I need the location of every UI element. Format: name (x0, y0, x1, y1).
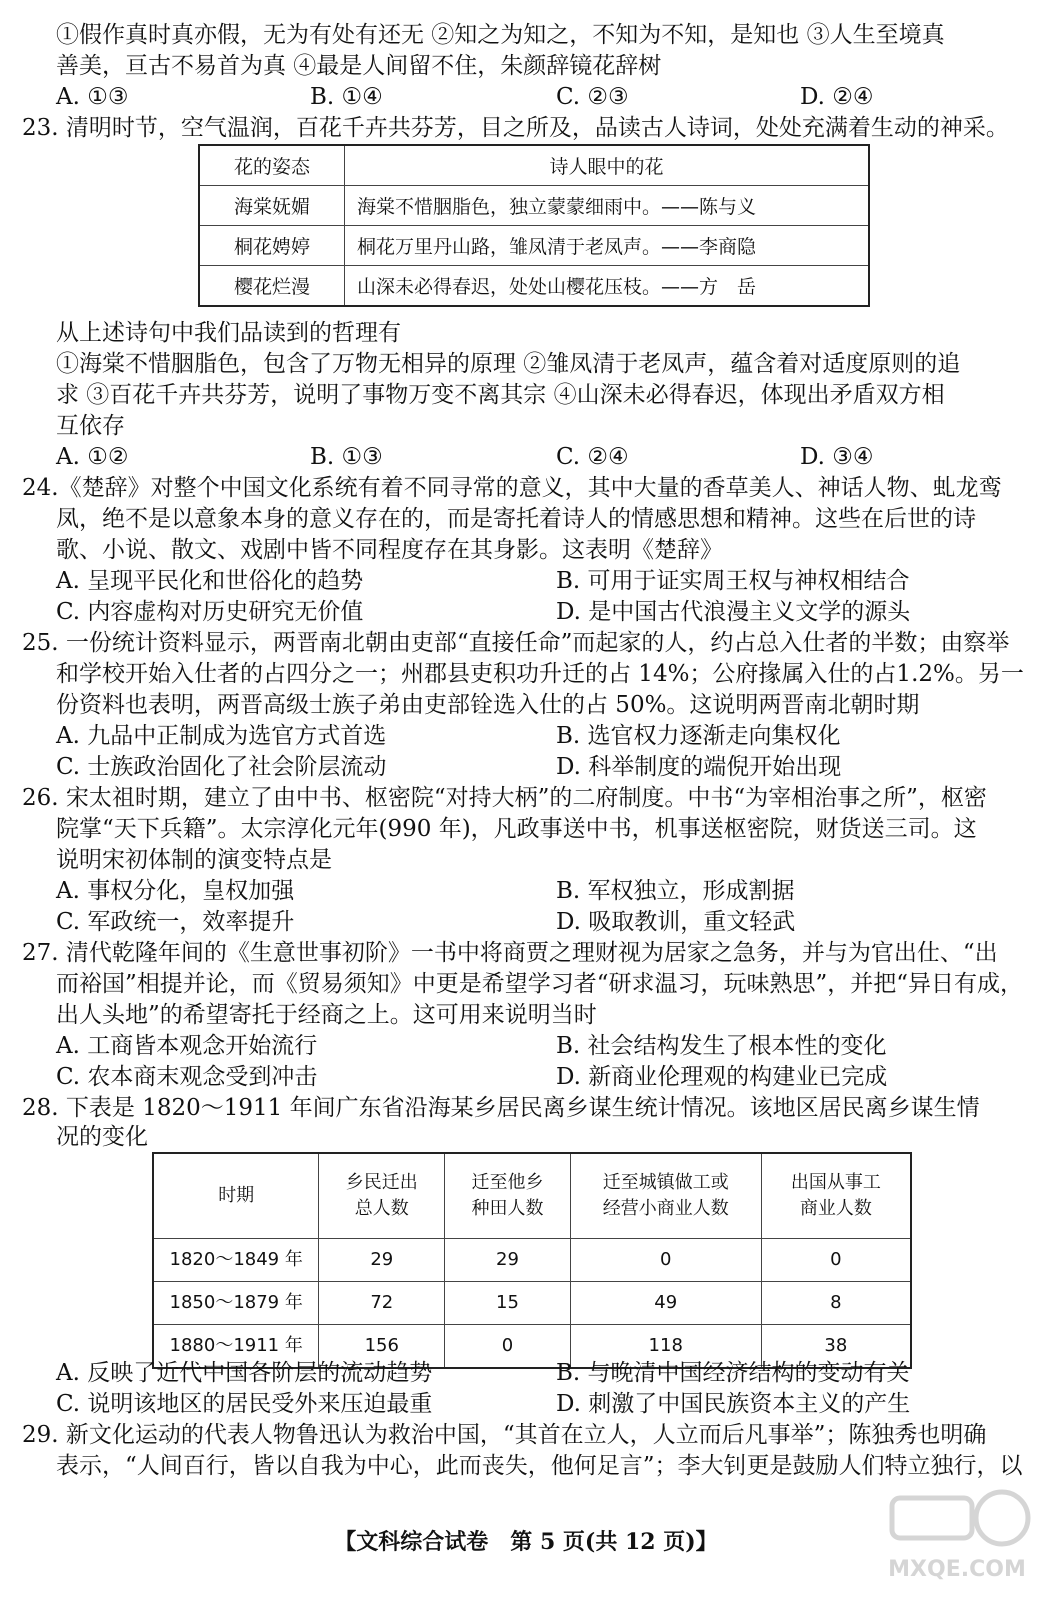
page-footer: 【文科综合试卷 第 5 页(共 12 页)】 (334, 1529, 718, 1555)
q26-option-c: C. 军政统一，效率提升 (56, 909, 295, 935)
q22-option-a: A. ①③ (56, 84, 129, 110)
q24-option-b: B. 可用于证实周王权与神权相结合 (556, 568, 910, 594)
table-header: 花的姿态 (199, 145, 345, 186)
q25-line-2: 和学校开始入仕者的占四分之一；州郡县吏积功升迁的占 14%；公府掾属入仕的占1.2%。另一 (56, 661, 1024, 687)
table-row (153, 1282, 911, 1325)
q22-line-1: ①假作真时真亦假，无为有处有还无 ②知之为知之，不知为不知，是知也 ③人生至境真 (56, 22, 945, 48)
watermark-logo-icon (882, 1480, 1032, 1590)
q23-option-c: C. ②④ (556, 444, 629, 470)
q28-option-d: D. 刺激了中国民族资本主义的产生 (556, 1391, 911, 1417)
q23-option-b: B. ①③ (310, 444, 383, 470)
q25-option-b: B. 选官权力逐渐走向集权化 (556, 723, 841, 749)
table-cell: 72 (319, 1282, 445, 1325)
header-text: 时期 (218, 1185, 255, 1206)
q23-line-4: 互依存 (56, 413, 125, 439)
q23-option-d: D. ③④ (800, 444, 874, 470)
table-row (199, 186, 869, 226)
table-header-row (153, 1153, 911, 1239)
table-header (570, 1153, 761, 1239)
table-cell: 山深未必得春迟，处处山樱花压枝。——方 岳 (345, 266, 870, 307)
q28-option-a: A. 反映了近代中国各阶层的流动趋势 (56, 1360, 433, 1386)
q23-line-1: 从上述诗句中我们品读到的哲理有 (56, 320, 401, 346)
table-cell: 15 (445, 1282, 571, 1325)
q27-line-1: 27. 清代乾隆年间的《生意世事初阶》一书中将商贾之理财视为居家之急务，并与为官出仕、“出 (22, 940, 998, 966)
table-cell: 156 (319, 1325, 445, 1369)
table-cell: 0 (761, 1239, 911, 1282)
header-text: 总人数 (354, 1198, 409, 1219)
table-cell: 0 (570, 1239, 761, 1282)
table-header (153, 1153, 319, 1239)
q26-line-2: 院掌“天下兵籍”。太宗淳化元年(990 年)，凡政事送中书，机事送枢密院，财货送三司。这 (56, 816, 977, 842)
header-text: 迁至他乡 (471, 1172, 544, 1193)
q25-option-a: A. 九品中正制成为选官方式首选 (56, 723, 387, 749)
table-cell: 桐花万里丹山路，雏凤清于老凤声。——李商隐 (345, 226, 870, 266)
table-cell: 0 (445, 1325, 571, 1369)
header-text: 商业人数 (799, 1198, 872, 1219)
q23-line-2: ①海棠不惜胭脂色，包含了万物无相异的原理 ②雏凤清于老凤声，蕴含着对适度原则的追 (56, 351, 961, 377)
table-cell: 118 (570, 1325, 761, 1369)
q27-line-3: 出人头地”的希望寄托于经商之上。这可用来说明当时 (56, 1002, 597, 1028)
q27-option-a: A. 工商皆本观念开始流行 (56, 1033, 318, 1059)
q22-option-b: B. ①④ (310, 84, 383, 110)
q24-option-c: C. 内容虚构对历史研究无价值 (56, 599, 364, 625)
header-text: 经营小商业人数 (602, 1198, 729, 1219)
header-text: 出国从事工 (790, 1172, 881, 1193)
table-cell: 29 (319, 1239, 445, 1282)
table-row (199, 266, 869, 307)
flower-poem-table (198, 144, 870, 307)
q23-stem: 23. 清明时节，空气温润，百花千卉共芬芳，目之所及，品读古人诗词，处处充满着生动的神采。 (22, 115, 1009, 141)
table-header (319, 1153, 445, 1239)
q26-line-3: 说明宋初体制的演变特点是 (56, 847, 332, 873)
q23-line-3: 求 ③百花千卉共芬芳，说明了事物万变不离其宗 ④山深未必得春迟，体现出矛盾双方相 (56, 382, 945, 408)
migration-table (152, 1152, 912, 1369)
table-cell: 海棠妩媚 (199, 186, 345, 226)
table-row (199, 226, 869, 266)
table-row (199, 145, 869, 186)
table-cell: 桐花娉婷 (199, 226, 345, 266)
q26-option-b: B. 军权独立，形成割据 (556, 878, 795, 904)
table-cell: 8 (761, 1282, 911, 1325)
q28-line-1: 28. 下表是 1820～1911 年间广东省沿海某乡居民离乡谋生统计情况。该地区居民离乡谋生情 (22, 1095, 980, 1121)
table-header (445, 1153, 571, 1239)
q27-option-b: B. 社会结构发生了根本性的变化 (556, 1033, 887, 1059)
header-text: 种田人数 (471, 1198, 544, 1219)
q25-line-3: 份资料也表明，两晋高级士族子弟由吏部铨选入仕的占 50%。这说明两晋南北朝时期 (56, 692, 920, 718)
table-cell: 1880～1911 年 (153, 1325, 319, 1369)
q24-line-2: 凤，绝不是以意象本身的意义存在的，而是寄托着诗人的情感思想和精神。这些在后世的诗 (56, 506, 976, 532)
q27-line-2: 而裕国”相提并论，而《贸易须知》中更是希望学习者“研求温习，玩味熟思”，并把“异日有成， (56, 971, 1024, 997)
q29-line-1: 29. 新文化运动的代表人物鲁迅认为救治中国，“其首在立人，人立而后凡事举”；陈独秀也明确 (22, 1422, 987, 1448)
q22-option-c: C. ②③ (556, 84, 629, 110)
q28-option-c: C. 说明该地区的居民受外来压迫最重 (56, 1391, 433, 1417)
q22-option-d: D. ②④ (800, 84, 874, 110)
q27-option-d: D. 新商业伦理观的构建业已完成 (556, 1064, 888, 1090)
q27-option-c: C. 农本商末观念受到冲击 (56, 1064, 318, 1090)
q25-option-d: D. 科举制度的端倪开始出现 (556, 754, 842, 780)
table-cell: 樱花烂漫 (199, 266, 345, 307)
header-text: 迁至城镇做工或 (602, 1172, 729, 1193)
table-row (153, 1239, 911, 1282)
table-cell: 49 (570, 1282, 761, 1325)
q23-option-a: A. ①② (56, 444, 129, 470)
table-cell: 1820～1849 年 (153, 1239, 319, 1282)
q26-line-1: 26. 宋太祖时期，建立了由中书、枢密院“对持大柄”的二府制度。中书“为宰相治事之所”，枢密 (22, 785, 987, 811)
q29-line-2: 表示，“人间百行，皆以自我为中心，此而丧失，他何足言”；李大钊更是鼓励人们特立独行，以 (56, 1453, 1023, 1479)
table-cell: 38 (761, 1325, 911, 1369)
q28-option-b: B. 与晚清中国经济结构的变动有关 (556, 1360, 910, 1386)
q24-line-1: 24.《楚辞》对整个中国文化系统有着不同寻常的意义，其中大量的香草美人、神话人物、虬龙鸾 (22, 475, 1002, 501)
table-header: 诗人眼中的花 (345, 145, 870, 186)
table-header (761, 1153, 911, 1239)
q26-option-a: A. 事权分化，皇权加强 (56, 878, 295, 904)
q24-option-d: D. 是中国古代浪漫主义文学的源头 (556, 599, 911, 625)
q25-option-c: C. 士族政治固化了社会阶层流动 (56, 754, 387, 780)
q26-option-d: D. 吸取教训，重文轻武 (556, 909, 796, 935)
table-cell: 海棠不惜胭脂色，独立蒙蒙细雨中。——陈与义 (345, 186, 870, 226)
q25-line-1: 25. 一份统计资料显示，两晋南北朝由吏部“直接任命”而起家的人，约占总入仕者的半数；由察举 (22, 630, 1010, 656)
header-text: 乡民迁出 (345, 1172, 418, 1193)
q24-option-a: A. 呈现平民化和世俗化的趋势 (56, 568, 364, 594)
q22-line-2: 善美，亘古不易首为真 ④最是人间留不住，朱颜辞镜花辞树 (56, 53, 662, 79)
watermark-text: MXQE.COM (888, 1557, 1026, 1582)
table-cell: 29 (445, 1239, 571, 1282)
q24-line-3: 歌、小说、散文、戏剧中皆不同程度存在其身影。这表明《楚辞》 (56, 537, 723, 563)
q28-line-2: 况的变化 (56, 1124, 148, 1150)
table-cell: 1850～1879 年 (153, 1282, 319, 1325)
